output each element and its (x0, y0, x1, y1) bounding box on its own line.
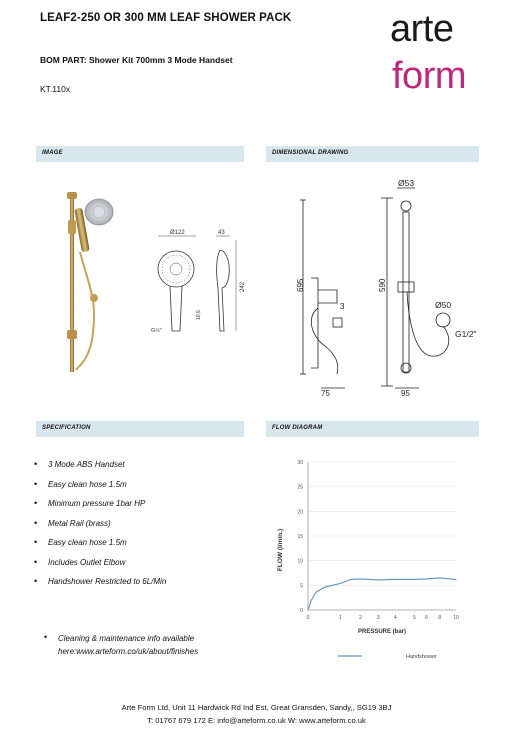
dim-handset-thread: G½" (151, 328, 162, 334)
bullet-icon: • (44, 632, 48, 642)
dim-rail-height: 695 (296, 278, 305, 292)
section-title-flow: FLOW DIAGRAM (272, 425, 323, 431)
spec-item: • Easy clean hose 1.5m (34, 480, 166, 500)
dim-rail-elbow-dia: Ø50 (435, 300, 452, 310)
x-tick-label: 2 (359, 615, 362, 621)
section-bar-image (36, 146, 244, 162)
spec-item: • 3 Mode ABS Handset (34, 460, 166, 480)
dim-handset-height: 242 (240, 281, 246, 292)
dim-rail-bottom-right: 95 (401, 389, 410, 398)
x-axis-label: PRESSURE (bar) (357, 629, 407, 635)
data-point (414, 579, 415, 580)
y-tick-label: 25 (297, 484, 303, 491)
y-tick-label: 10 (297, 558, 303, 565)
x-tick-label: 5 (413, 615, 416, 621)
dim-rail-length: 590 (378, 278, 387, 292)
footer-address: Arte Form Ltd, Unit 11 Hardwick Rd Ind Est, Great Gransden, Sandy,, SG19 3BJ (121, 703, 392, 712)
data-point (456, 579, 457, 580)
handset-drawing (150, 228, 250, 348)
cleaning-line-1: Cleaning & maintenance info available (58, 634, 195, 643)
legend-label: Handshower (406, 654, 437, 660)
x-tick-label: 6 (425, 615, 428, 621)
data-point (340, 583, 341, 584)
data-point (360, 578, 361, 579)
bom-part: BOM PART: Shower Kit 700mm 3 Mode Handset (40, 55, 233, 65)
y-tick-label: 30 (297, 460, 303, 466)
spec-item: • Minimum pressure 1bar HP (34, 499, 166, 519)
data-point (378, 579, 379, 580)
spec-item: • Handshower Restricted to 6L/Min (34, 577, 166, 597)
section-bar-dimensional (266, 146, 479, 162)
logo-word-arte: arte (390, 8, 454, 50)
section-bar-specification (36, 421, 244, 437)
x-tick-label: 1 (339, 615, 342, 621)
x-tick-label: 4 (393, 615, 397, 621)
spec-item: • Metal Rail (brass) (34, 519, 166, 539)
data-point (439, 577, 440, 578)
dim-rail-bottom-left: 75 (321, 389, 330, 398)
product-photo (50, 180, 130, 380)
dim-handset-width: Ø122 (170, 230, 185, 236)
y-tick-label: 15 (297, 534, 303, 540)
dim-handset-neck: 10,5 (196, 310, 202, 320)
y-tick-label: 5 (300, 583, 303, 590)
x-tick-label: 3 (376, 615, 380, 621)
data-point (316, 592, 317, 593)
x-tick-label: 10 (453, 615, 459, 621)
section-bar-flow (266, 421, 479, 437)
section-title-image: IMAGE (42, 150, 63, 156)
dim-handset-depth: 43 (218, 230, 225, 236)
product-code: KT.110x (40, 84, 71, 94)
data-point (308, 610, 309, 611)
cleaning-line-2: here:www.arteform.co/uk/about/finishes (58, 646, 199, 656)
cleaning-info (58, 633, 198, 658)
flow-chart (268, 452, 473, 662)
section-title-specification: SPECIFICATION (42, 425, 91, 431)
data-point (395, 579, 396, 580)
spec-list (34, 460, 166, 597)
dim-rail-thread: G1/2" (455, 329, 477, 339)
data-point (426, 578, 427, 579)
data-point (350, 579, 351, 580)
y-axis-label: FLOW (l/min.) (277, 528, 284, 572)
series-line-handshower (308, 578, 456, 610)
x-tick-label: 8 (438, 615, 442, 621)
spec-item: • Includes Outlet Elbow (34, 558, 166, 578)
dim-rail-offset: 3 (340, 302, 345, 311)
page-title: LEAF2-250 OR 300 MM LEAF SHOWER PACK (40, 12, 292, 24)
logo-word-form: form (392, 55, 466, 97)
data-point (324, 587, 325, 588)
section-title-dimensional: DIMENSIONAL DRAWING (272, 150, 349, 156)
x-tick-label: 0 (306, 615, 310, 621)
footer-contact: T: 01767 679 172 E: info@arteform.co.uk W: www.arteform.co.uk (147, 716, 366, 725)
spec-item: • Easy clean hose 1.5m (34, 538, 166, 558)
y-tick-label: 0 (300, 608, 303, 614)
rail-drawing (285, 178, 485, 398)
data-point (311, 600, 312, 601)
dim-rail-top-dia: Ø53 (398, 178, 415, 188)
y-tick-label: 20 (297, 509, 303, 516)
